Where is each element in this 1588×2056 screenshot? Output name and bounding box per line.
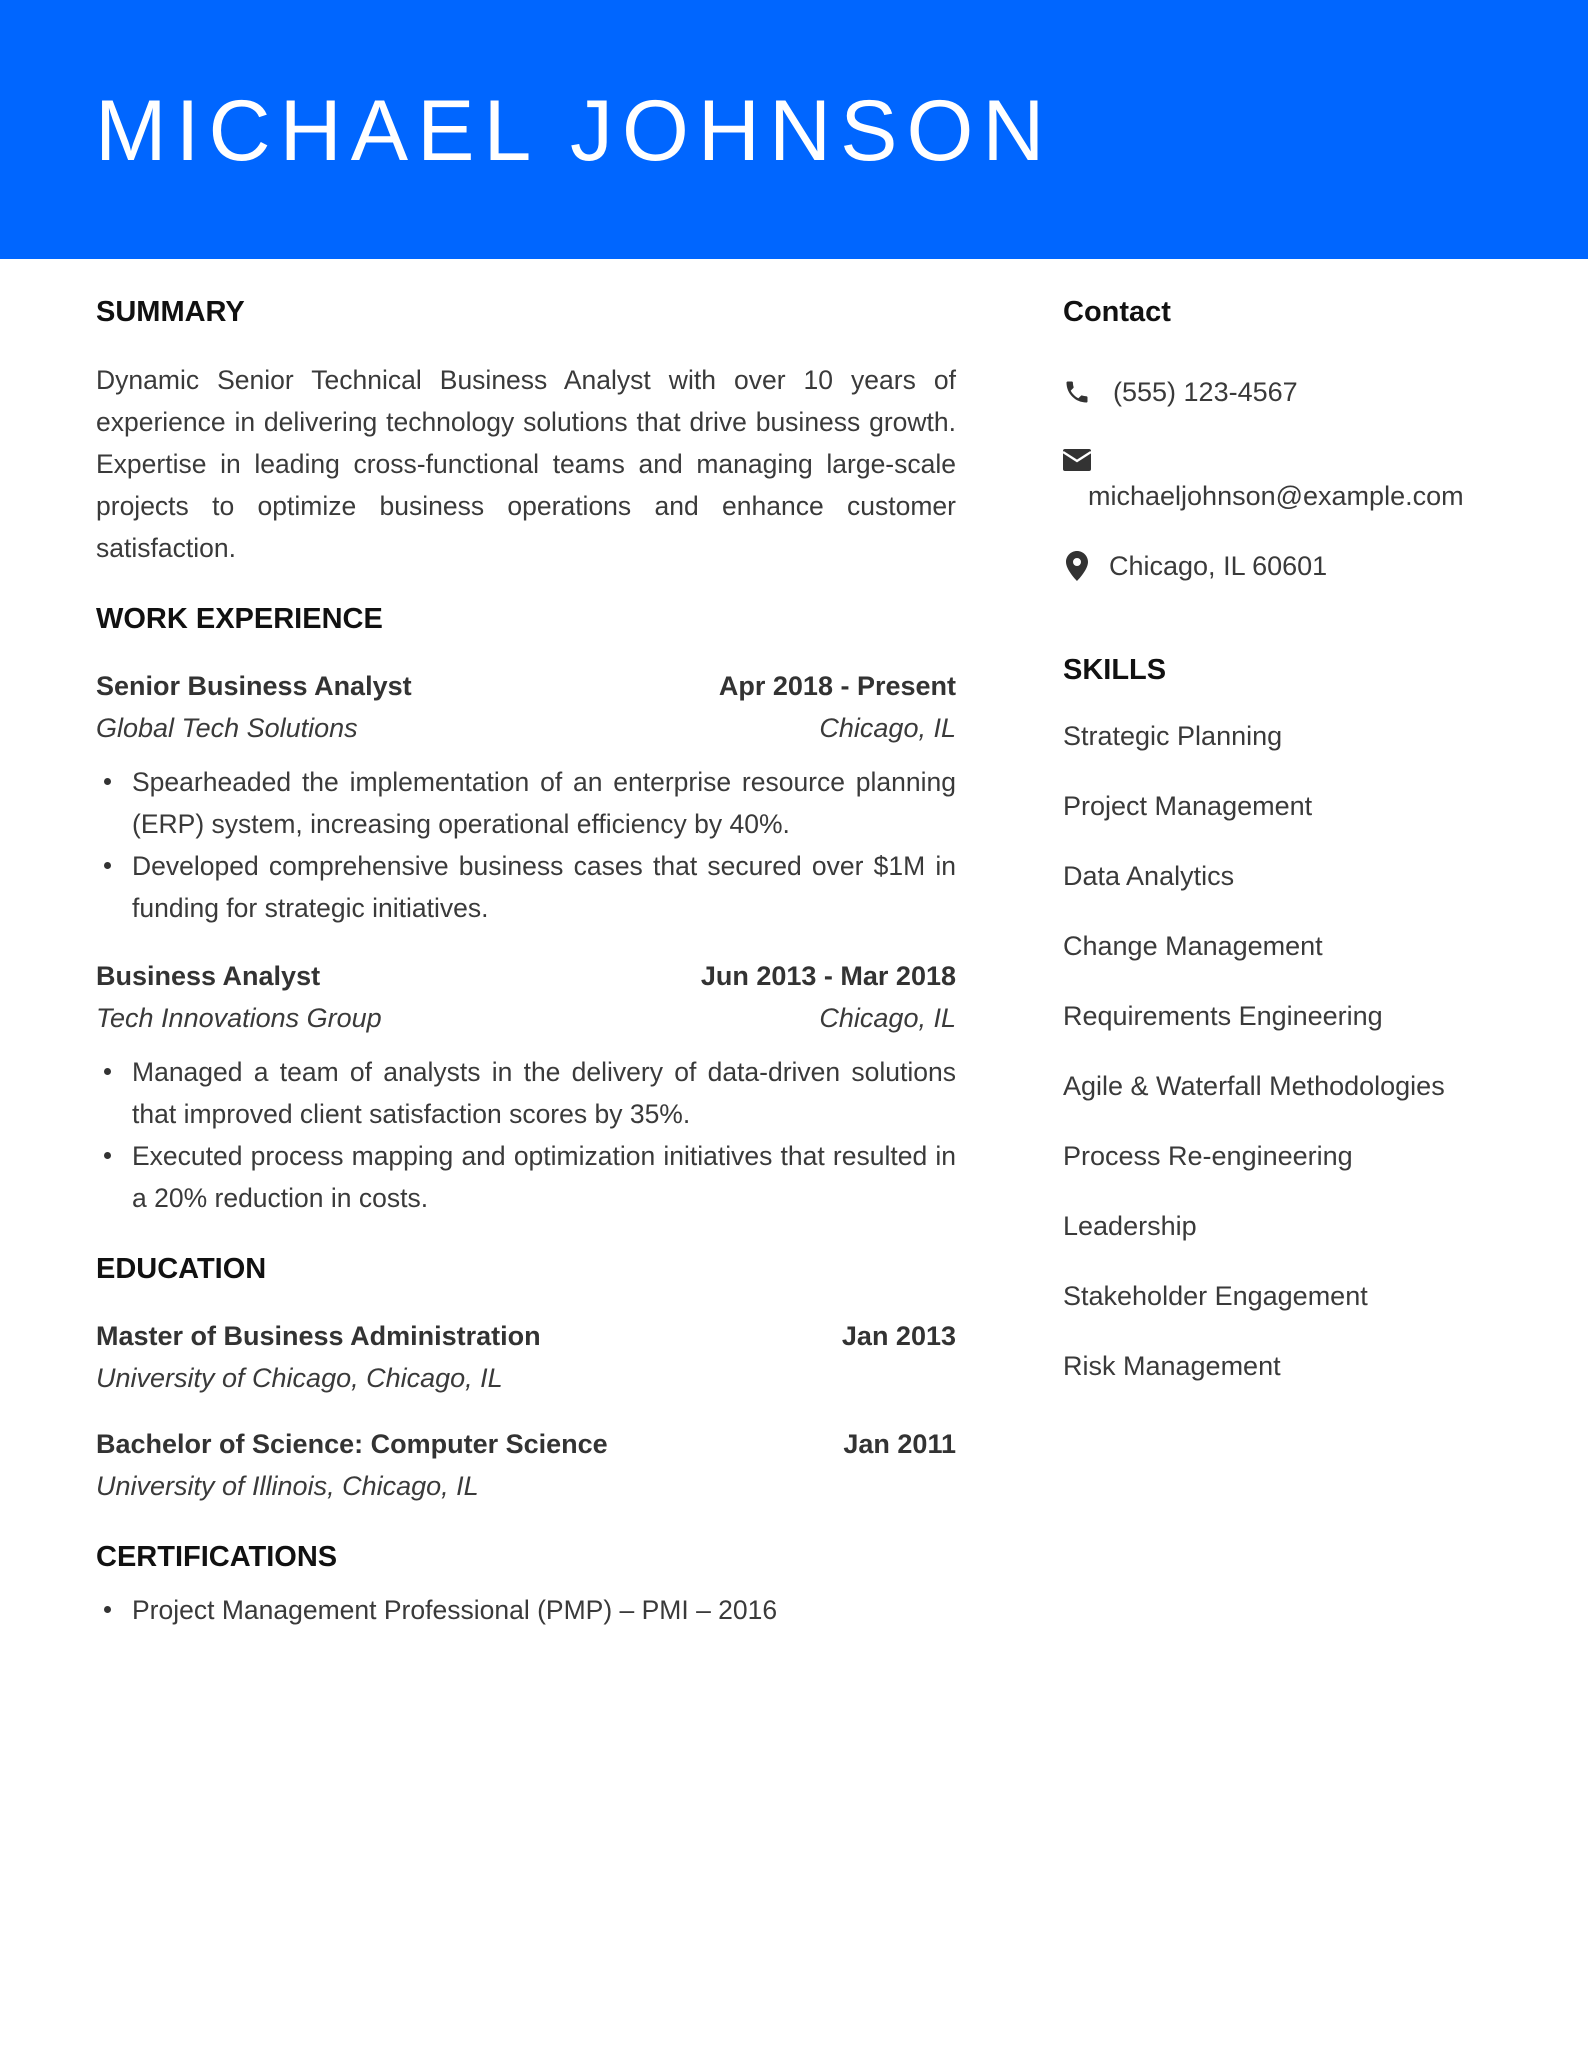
skill-item: Data Analytics — [1063, 861, 1235, 891]
degree-date: Jan 2011 — [843, 1429, 956, 1459]
job-location: Chicago, IL — [819, 1003, 956, 1033]
email-address[interactable]: michaeljohnson@example.com — [1088, 481, 1464, 511]
header-banner — [0, 0, 1588, 259]
job-company: Global Tech Solutions — [96, 713, 358, 743]
job-dates: Jun 2013 - Mar 2018 — [700, 961, 956, 991]
skill-item: Strategic Planning — [1063, 721, 1283, 751]
summary-section — [96, 292, 956, 569]
education-entry — [96, 1315, 956, 1399]
skill-item: Requirements Engineering — [1063, 1001, 1383, 1031]
summary-heading: SUMMARY — [96, 296, 245, 328]
job-bullets — [96, 1051, 956, 1219]
contact-phone — [1063, 372, 1523, 412]
skills-heading: SKILLS — [1063, 654, 1167, 686]
education-section — [96, 1249, 956, 1507]
work-experience-section — [96, 599, 956, 1219]
envelope-icon — [1063, 442, 1091, 470]
skill-item: Process Re-engineering — [1063, 1141, 1353, 1171]
job-bullet: Executed process mapping and optimization initiatives that resulted in a 20% reduction in costs. — [96, 1135, 956, 1219]
work-experience-heading: WORK EXPERIENCE — [96, 603, 383, 635]
degree-name: Bachelor of Science: Computer Science — [96, 1429, 608, 1459]
phone-icon — [1063, 378, 1091, 406]
skill-item: Stakeholder Engagement — [1063, 1281, 1368, 1311]
contact-location — [1063, 546, 1523, 586]
job-location: Chicago, IL — [819, 713, 956, 743]
job-dates: Apr 2018 - Present — [718, 671, 956, 701]
job-bullet: Managed a team of analysts in the delivery of data-driven solutions that improved client satisfaction scores by 35%. — [96, 1051, 956, 1135]
education-entry — [96, 1423, 956, 1507]
main-column — [96, 292, 956, 1631]
certifications-list — [96, 1589, 956, 1631]
job-title: Business Analyst — [96, 961, 321, 991]
skill-item: Risk Management — [1063, 1351, 1281, 1381]
skill-item: Agile & Waterfall Methodologies — [1063, 1071, 1445, 1101]
contact-heading: Contact — [1063, 296, 1171, 328]
certifications-section — [96, 1537, 956, 1631]
certification-item: Project Management Professional (PMP) – PMI – 2016 — [96, 1589, 956, 1631]
job-company: Tech Innovations Group — [96, 1003, 382, 1033]
job-entry — [96, 955, 956, 1219]
candidate-name: MICHAEL JOHNSON — [95, 83, 1054, 179]
job-bullet: Developed comprehensive business cases that secured over $1M in funding for strategic initiatives. — [96, 845, 956, 929]
skills-section — [1063, 650, 1523, 1386]
job-bullet: Spearheaded the implementation of an enterprise resource planning (ERP) system, increasing operational efficiency by 40%. — [96, 761, 956, 845]
contact-email — [1063, 442, 1523, 516]
map-pin-icon — [1063, 552, 1091, 580]
job-entry — [96, 665, 956, 929]
job-title: Senior Business Analyst — [96, 671, 412, 701]
skills-list — [1063, 716, 1523, 1386]
skill-item: Leadership — [1063, 1211, 1197, 1241]
degree-date: Jan 2013 — [841, 1321, 956, 1351]
contact-section — [1063, 292, 1523, 586]
phone-number[interactable]: (555) 123-4567 — [1113, 377, 1298, 407]
location-text: Chicago, IL 60601 — [1109, 551, 1328, 581]
skill-item: Project Management — [1063, 791, 1313, 821]
certifications-heading: CERTIFICATIONS — [96, 1541, 338, 1573]
sidebar-column — [1063, 292, 1523, 1416]
degree-name: Master of Business Administration — [96, 1321, 541, 1351]
education-heading: EDUCATION — [96, 1253, 267, 1285]
school-name: University of Chicago, Chicago, IL — [96, 1363, 503, 1393]
summary-text: Dynamic Senior Technical Business Analyst with over 10 years of experience in delivering technology solutions that drive business growth. Expertise in leading cross-functional teams and managing large-scale projects to optimize business operations and enhance customer satisfaction. — [96, 365, 956, 563]
skill-item: Change Management — [1063, 931, 1323, 961]
school-name: University of Illinois, Chicago, IL — [96, 1471, 479, 1501]
job-bullets — [96, 761, 956, 929]
